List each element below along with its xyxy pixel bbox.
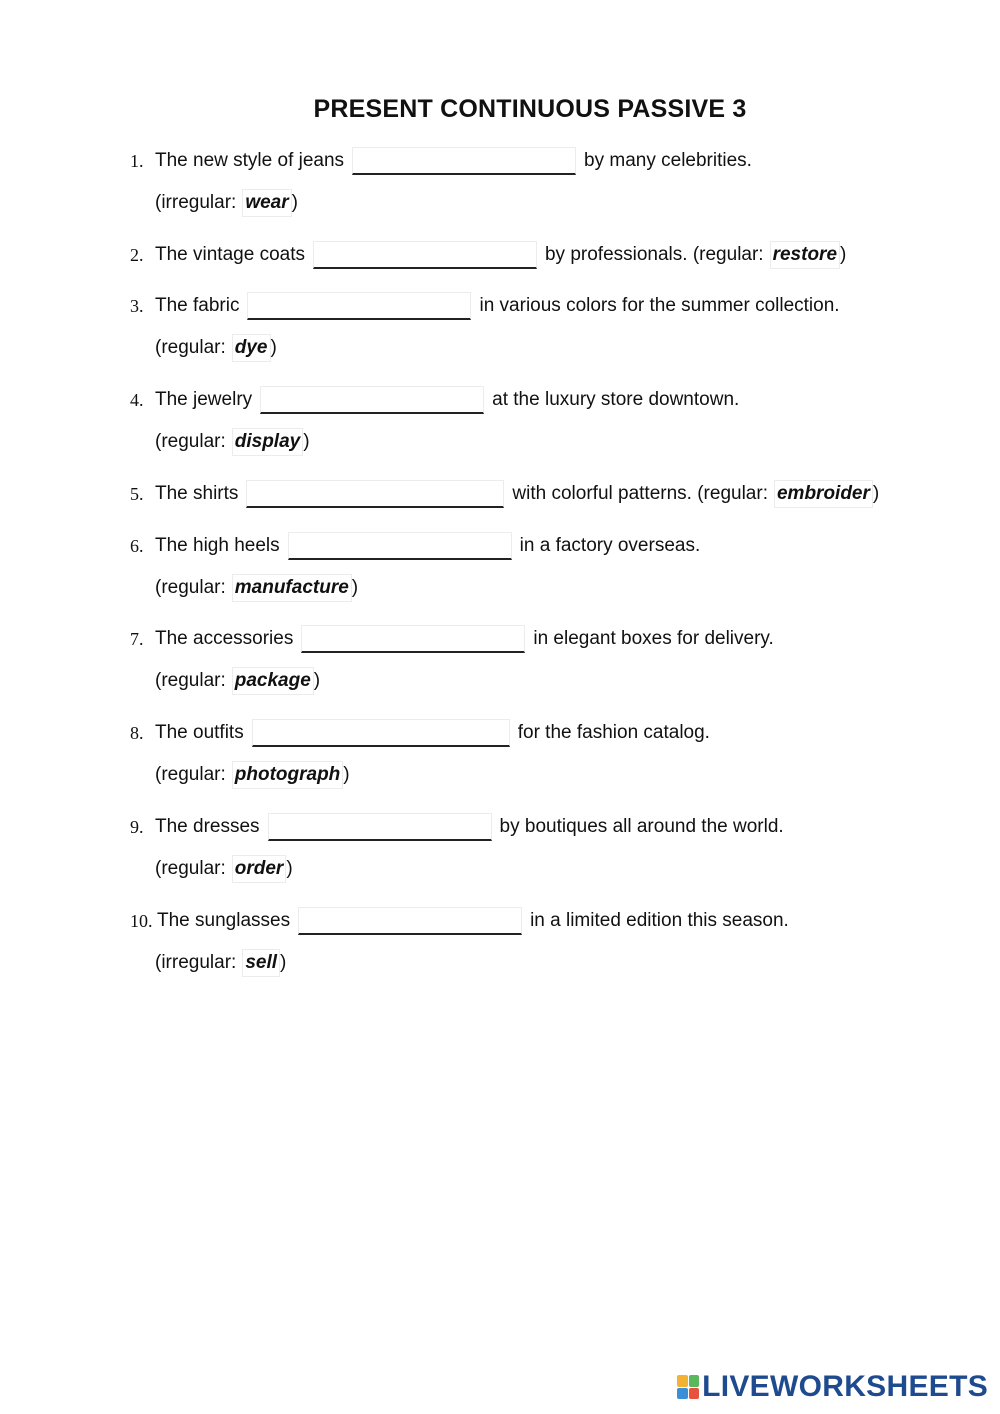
verb-hint: photograph: [232, 761, 344, 789]
sentence-end: by boutiques all around the world.: [499, 816, 784, 837]
sentence-start: The outfits: [155, 722, 244, 743]
hint-3: [155, 332, 277, 364]
hint-4: [155, 426, 310, 458]
logo-text: LIVEWORKSHEETS: [702, 1370, 988, 1403]
hint-close: ): [280, 952, 287, 973]
verb-hint: package: [232, 667, 314, 695]
question-number: 6.: [130, 535, 144, 556]
hint-close: ): [291, 192, 298, 213]
hint-type: (regular:: [155, 764, 226, 785]
sentence-end: for the fashion catalog.: [517, 722, 710, 743]
sentence-end: in a limited edition this season.: [530, 910, 789, 931]
hint-1: [155, 187, 298, 219]
verb-hint: display: [232, 428, 303, 456]
question-number: 7.: [130, 628, 144, 649]
sentence-start: The sunglasses: [157, 910, 291, 931]
question-number: 8.: [130, 722, 144, 743]
verb-hint: restore: [770, 241, 840, 269]
hint-type: (irregular:: [155, 952, 237, 973]
sentence-end: at the luxury store downtown.: [492, 389, 740, 410]
hint-close: ): [313, 670, 321, 691]
question-number: 9.: [130, 816, 144, 837]
hint-6: [155, 572, 358, 604]
page-title: PRESENT CONTINUOUS PASSIVE 3: [313, 95, 747, 123]
sentence-start: The vintage coats: [155, 244, 305, 265]
hint-type: (regular:: [155, 670, 226, 691]
hint-type: (irregular:: [155, 192, 237, 213]
question-number: 5.: [130, 483, 144, 504]
verb-hint: manufacture: [232, 574, 352, 602]
sentence-start: The jewelry: [155, 389, 253, 410]
verb-hint: dye: [232, 334, 271, 362]
verb-hint: wear: [242, 189, 291, 217]
answer-blank-4[interactable]: [260, 386, 484, 414]
hint-8: [155, 759, 350, 791]
hint-type: (regular:: [155, 577, 226, 598]
liveworksheets-logo-icon: [677, 1375, 699, 1399]
sentence-end: in a factory overseas.: [519, 535, 701, 556]
verb-hint: embroider: [774, 480, 873, 508]
question-number: 2.: [130, 244, 144, 265]
answer-blank-8[interactable]: [252, 719, 510, 747]
answer-blank-1[interactable]: [352, 147, 576, 175]
hint-close: ): [286, 858, 293, 879]
sentence-start: The new style of jeans: [155, 150, 345, 171]
hint-close: ): [840, 244, 847, 265]
hint-close: ): [872, 483, 880, 504]
sentence-end: in various colors for the summer collection.: [479, 295, 840, 316]
hint-close: ): [351, 577, 359, 598]
sentence-end: in elegant boxes for delivery.: [533, 628, 774, 649]
answer-blank-6[interactable]: [288, 532, 512, 560]
answer-blank-9[interactable]: [268, 813, 492, 841]
hint-type: (regular:: [155, 858, 226, 879]
sentence-start: The accessories: [155, 628, 294, 649]
answer-blank-5[interactable]: [246, 480, 504, 508]
sentence-end: by many celebrities.: [584, 150, 752, 171]
hint-type: (regular:: [155, 337, 226, 358]
verb-hint: order: [232, 855, 287, 883]
hint-10: [155, 947, 286, 979]
hint-close: ): [303, 431, 310, 452]
sentence-end: by professionals. (regular:: [544, 244, 764, 265]
hint-9: [155, 853, 293, 885]
sentence-start: The fabric: [155, 295, 240, 316]
sentence-start: The shirts: [155, 483, 239, 504]
sentence-start: The dresses: [155, 816, 260, 837]
hint-7: [155, 665, 320, 697]
answer-blank-3[interactable]: [247, 292, 471, 320]
sentence-end: with colorful patterns. (regular:: [512, 483, 768, 504]
hint-close: ): [270, 337, 277, 358]
question-number: 4.: [130, 389, 144, 410]
question-number: 10.: [130, 910, 153, 931]
hint-close: ): [343, 764, 350, 785]
hint-type: (regular:: [155, 431, 226, 452]
verb-hint: sell: [242, 949, 280, 977]
answer-blank-2[interactable]: [313, 241, 537, 269]
question-number: 1.: [130, 150, 144, 171]
answer-blank-10[interactable]: [298, 907, 522, 935]
liveworksheets-logo[interactable]: [677, 1372, 988, 1402]
answer-blank-7[interactable]: [301, 625, 525, 653]
sentence-start: The high heels: [155, 535, 280, 556]
question-number: 3.: [130, 295, 144, 316]
